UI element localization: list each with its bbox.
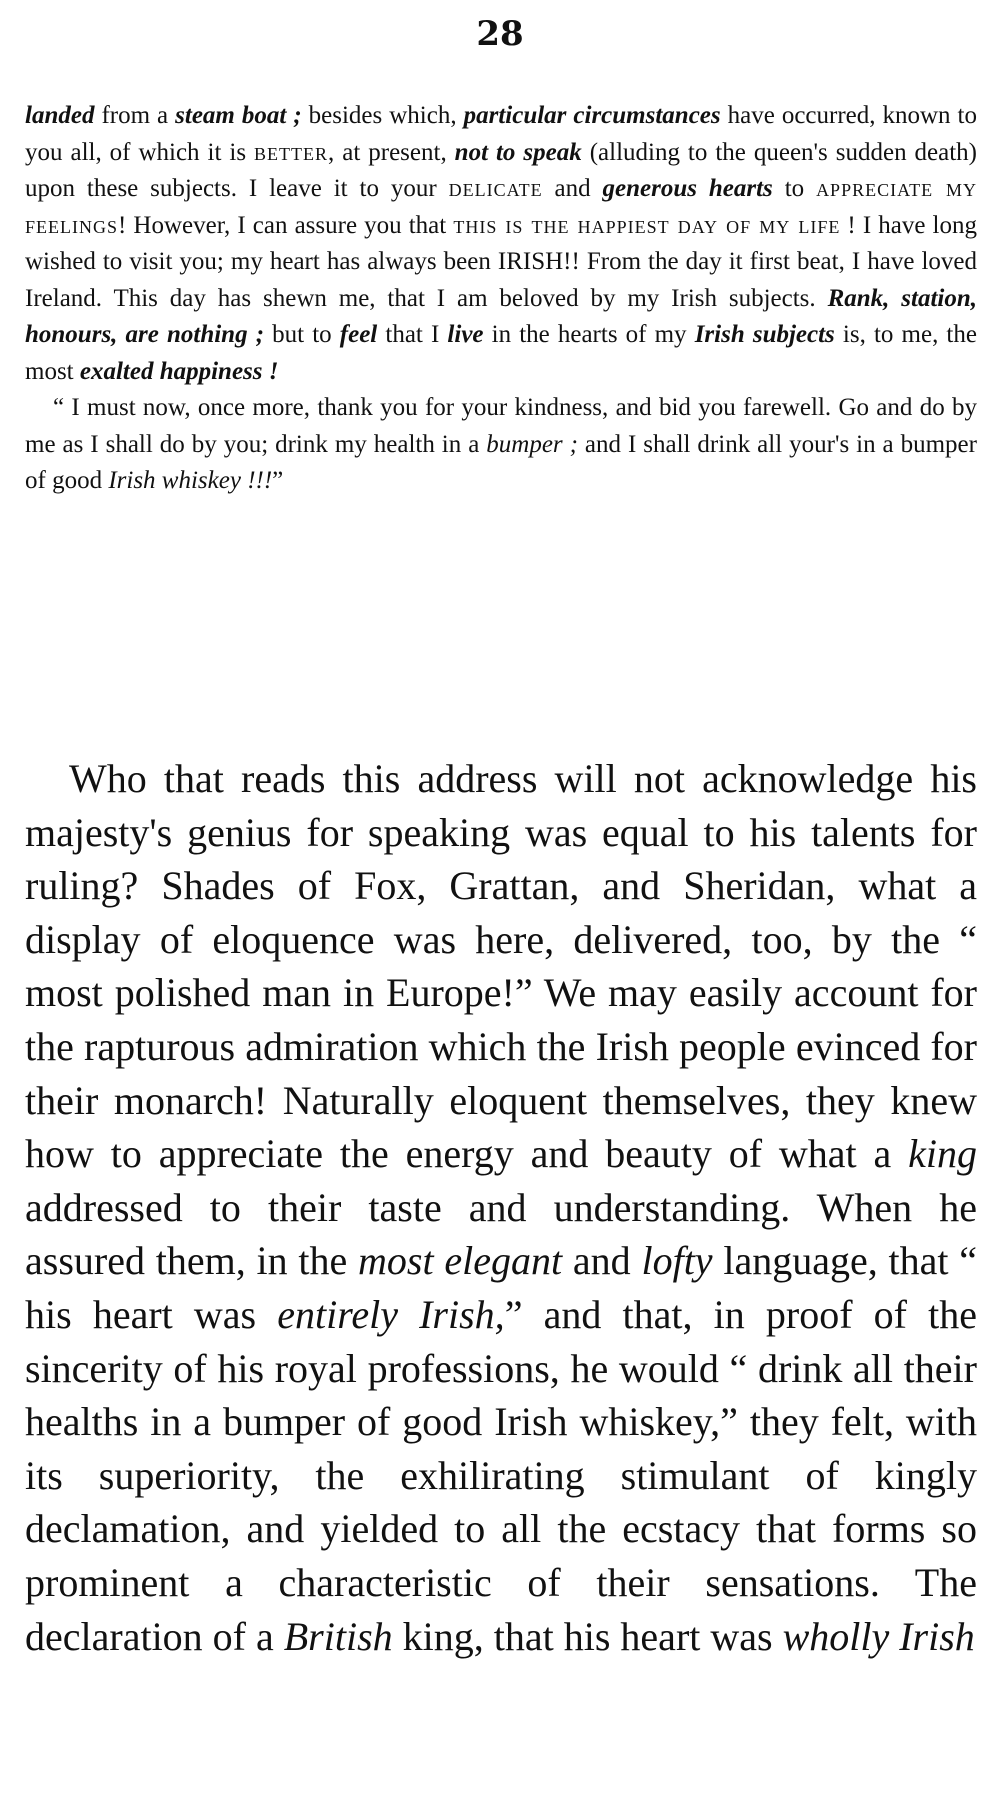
text-run: ” xyxy=(272,467,284,494)
emphasis-text: lofty xyxy=(641,1238,713,1284)
text-run: language, that “ his heart was xyxy=(25,1238,978,1337)
emphasis-text: British xyxy=(283,1613,393,1659)
text-run: and xyxy=(562,1238,642,1284)
text-run: that I xyxy=(377,321,448,348)
body-paragraph-1 xyxy=(25,752,977,1663)
emphasis-text: most elegant xyxy=(358,1238,563,1284)
page-number: 28 xyxy=(476,14,524,54)
emphasis-text: exalted happiness ! xyxy=(79,357,279,385)
emphasis-text: bumper ; xyxy=(486,430,578,458)
emphasis-text: not to speak xyxy=(454,138,582,166)
text-run: from a xyxy=(94,102,176,129)
text-run: have occurred, known to you all, of which it is xyxy=(25,102,978,166)
text-run: Who that reads this address will not acknowledge his majesty's genius for speaking was equal to his talents for ruling? Shades of Fox, Grattan, and Sheridan, what a display of eloquence was here, delivered, too, by the “ most polished man in Europe!” We may easily account for the rapturous admiration which the Irish people evinced for their monarch! Naturally eloquent themselves, they knew how to appreciate the energy and beauty of what a xyxy=(25,756,977,1177)
small-caps-text: appreciate my feelings xyxy=(25,175,977,239)
emphasis-text: particular circumstances xyxy=(463,102,721,129)
text-run: and I shall drink all your's in a bumper of good xyxy=(25,430,977,494)
text-run: to xyxy=(772,175,817,202)
text-run: ! However, I can assure you that xyxy=(118,211,454,239)
emphasis-text: feel xyxy=(339,321,378,348)
emphasis-text: steam boat ; xyxy=(175,102,302,129)
small-caps-text: better xyxy=(254,138,329,166)
text-run: and xyxy=(542,175,603,202)
text-run: ! I have long wished to visit you; my heart has always been IRISH!! From the day it first beat, I have loved Ireland. This day has shewn me, that I am beloved by my Irish subjects. xyxy=(25,211,977,312)
quoted-address xyxy=(25,98,977,500)
quote-paragraph-2 xyxy=(25,390,977,500)
text-run: king, that his heart was xyxy=(392,1613,783,1659)
text-run: addressed to their taste and understanding. When he assured them, in the xyxy=(25,1184,977,1284)
emphasis-text: Rank, station, honours, are nothing ; xyxy=(25,284,977,348)
text-run: (alluding to the queen's sudden death) upon these subjects. I leave it to your xyxy=(25,138,977,202)
text-run: “ I must now, once more, thank you for your kindness, and bid you farewell. Go and do by me as I shall do by you; drink my health in a xyxy=(25,394,977,458)
small-caps-text: delicate xyxy=(448,175,543,202)
text-run: ” and that, in proof of the sincerity of his royal professions, he would “ drink all their healths in a bumper of good Irish whiskey,” they felt, with its superiority, the exhilirating stimulant of kingly declamation, and yielded to all the ecstacy that forms so prominent a characteristic of their sensations. The declaration of a xyxy=(25,1291,978,1659)
text-run: , at present, xyxy=(328,138,455,166)
emphasis-text: Irish whiskey !!! xyxy=(108,467,273,494)
text-run: in the hearts of my xyxy=(483,321,695,348)
quote-paragraph-1 xyxy=(25,98,977,390)
text-run: but to xyxy=(264,321,340,348)
emphasis-text: landed xyxy=(25,102,95,129)
emphasis-text: entirely Irish, xyxy=(277,1291,505,1337)
text-run: is, to me, the most xyxy=(25,321,977,385)
emphasis-text: live xyxy=(447,321,484,348)
emphasis-text: king xyxy=(908,1131,977,1177)
text-run: besides which, xyxy=(301,102,464,129)
commentary-text xyxy=(25,752,977,1663)
emphasis-text: Irish subjects xyxy=(694,321,835,348)
small-caps-text: this is the happiest day of my life xyxy=(453,211,841,239)
emphasis-text: wholly Irish xyxy=(782,1613,975,1659)
emphasis-text: generous hearts xyxy=(602,175,773,202)
